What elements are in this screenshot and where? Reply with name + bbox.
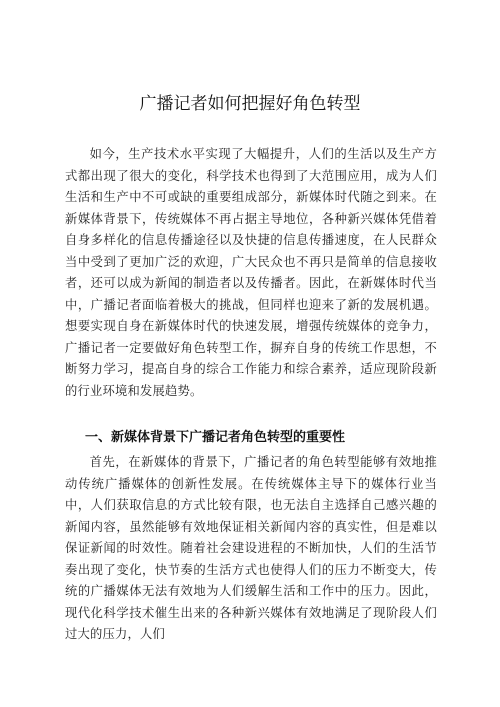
section-paragraph: 首先，在新媒体的背景下，广播记者的角色转型能够有效地推动传统广播媒体的创新性发展。在传统媒体主导下的媒体行业当中，人们获取信息的方式比较有限，也无法自主选择自己感兴趣的新闻内容，虽然能够有效地保证相关新闻内容的真实性，但是难以保证新闻的时效性。随着社会建设进程的不断加快，人们的生活节奏出现了变化，快节奏的生活方式也使得人们的压力不断变大，传统的广播媒体无法有效地为人们缓解生活和工作中的压力。因此，现代化科学技术催生出来的各种新兴媒体有效地满足了现阶段人们过大的压力，人们 xyxy=(65,455,437,641)
intro-paragraph: 如今，生产技术水平实现了大幅提升，人们的生活以及生产方式都出现了很大的变化，科学技术也得到了大范围应用，成为人们生活和生产中不可或缺的重要组成部分，新媒体时代随之到来。在新媒体背景下，传统媒体不再占据主导地位，各种新兴媒体凭借着自身多样化的信息传播途径以及快捷的信息传播速度，在人民群众当中受到了更加广泛的欢迎，广大民众也不再只是简单的信息接收者，还可以成为新闻的制造者以及传播者。因此，在新媒体时代当中，广播记者面临着极大的挑战，但同样也迎来了新的发展机遇。想要实现自身在新媒体时代的快速发展，增强传统媒体的竞争力，广播记者一定要做好角色转型工作，摒弃自身的传统工作思想，不断努力学习，提高自身的综合工作能力和综合素养，适应现阶段新的行业环境和发展趋势。 xyxy=(65,147,437,398)
section-heading: 一、新媒体背景下广播记者角色转型的重要性 xyxy=(85,430,346,445)
document-title: 广播记者如何把握好角色转型 xyxy=(139,94,361,114)
